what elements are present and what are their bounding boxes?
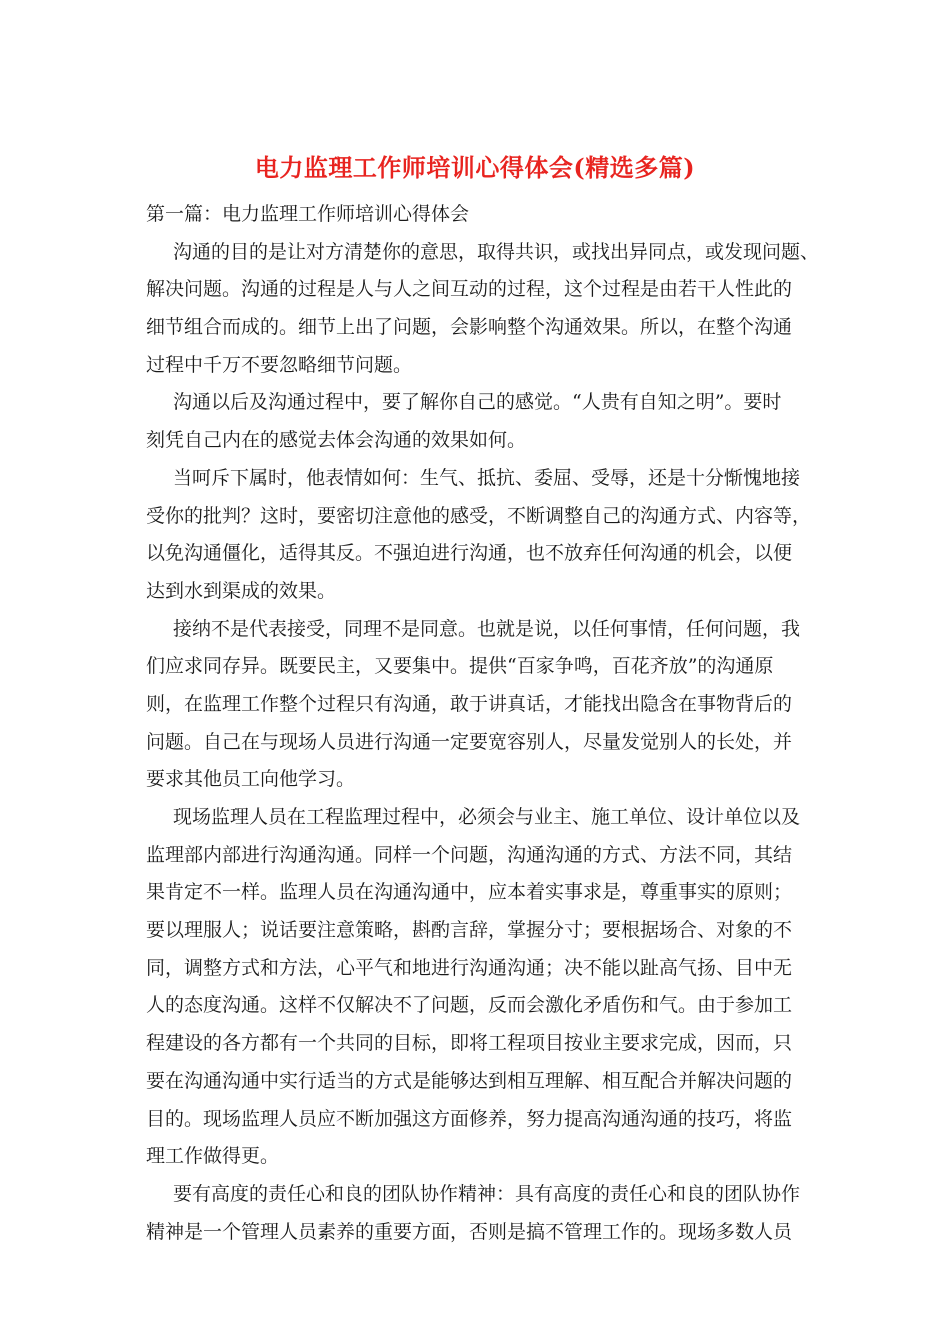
paragraph-5 xyxy=(146,799,816,1176)
paragraph-line: 同，调整方式和方法，心平气和地进行沟通沟通；决不能以趾高气扬、目中无 xyxy=(146,956,793,979)
paragraph-line: 理工作做得更。 xyxy=(146,1145,280,1168)
paragraph-line: 沟通以后及沟通过程中，要了解你自己的感觉。“人贵有自知之明”。要时 xyxy=(173,391,782,414)
paragraph-line: 以免沟通僵化，适得其反。不强迫进行沟通，也不放弃任何沟通的机会，以便 xyxy=(146,542,793,565)
paragraph-line: 接纳不是代表接受，同理不是同意。也就是说，以任何事情，任何问题，我 xyxy=(173,617,801,640)
paragraph-line: 要有高度的责任心和良的团队协作精神：具有高度的责任心和良的团队协作 xyxy=(173,1182,801,1205)
paragraph-2 xyxy=(146,384,816,459)
paragraph-3 xyxy=(146,460,816,611)
paragraph-line: 果肯定不一样。监理人员在沟通沟通中，应本着实事求是，尊重事实的原则； xyxy=(146,881,793,904)
paragraph-line: 问题。自己在与现场人员进行沟通一定要宽容别人，尽量发觉别人的长处，并 xyxy=(146,730,793,753)
paragraph-line: 要以理服人；说话要注意策略，斟酌言辞，掌握分寸；要根据场合、对象的不 xyxy=(146,919,793,942)
paragraph-line: 要求其他员工向他学习。 xyxy=(146,768,356,791)
paragraph-1 xyxy=(146,234,820,385)
paragraph-line: 过程中千万不要忽略细节问题。 xyxy=(146,353,413,376)
paragraph-line: 当呵斥下属时，他表情如何：生气、抵抗、委屈、受辱，还是十分惭愧地接 xyxy=(173,466,801,489)
paragraph-line: 目的。现场监理人员应不断加强这方面修养，努力提高沟通沟通的技巧，将监 xyxy=(146,1107,793,1130)
paragraph-line: 监理部内部进行沟通沟通。同样一个问题，沟通沟通的方式、方法不同，其结 xyxy=(146,843,793,866)
document-body xyxy=(146,196,820,1251)
paragraph-line: 则，在监理工作整个过程只有沟通，敢于讲真话，才能找出隐含在事物背后的 xyxy=(146,692,793,715)
paragraph-4 xyxy=(146,611,816,799)
paragraph-line: 受你的批判？这时，要密切注意他的感受，不断调整自己的沟通方式、内容等， xyxy=(146,504,812,527)
paragraph-line: 细节组合而成的。细节上出了问题，会影响整个沟通效果。所以，在整个沟通 xyxy=(146,316,793,339)
paragraph-6 xyxy=(146,1176,816,1251)
document-title: 电力监理工作师培训心得体会(精选多篇) xyxy=(254,153,696,182)
paragraph-line: 刻凭自己内在的感觉去体会沟通的效果如何。 xyxy=(146,429,527,452)
section-heading: 第一篇：电力监理工作师培训心得体会 xyxy=(146,203,470,225)
paragraph-line: 人的态度沟通。这样不仅解决不了问题，反而会激化矛盾伤和气。由于参加工 xyxy=(146,994,793,1017)
paragraph-line: 精神是一个管理人员素养的重要方面，否则是搞不管理工作的。现场多数人员 xyxy=(146,1220,793,1243)
paragraph-line: 现场监理人员在工程监理过程中，必须会与业主、施工单位、设计单位以及 xyxy=(173,806,801,828)
paragraph-line: 程建设的各方都有一个共同的目标，即将工程项目按业主要求完成，因而，只 xyxy=(146,1032,793,1055)
paragraph-line: 解决问题。沟通的过程是人与人之间互动的过程，这个过程是由若干人性此的 xyxy=(146,278,793,301)
paragraph-line: 达到水到渠成的效果。 xyxy=(146,579,337,602)
paragraph-line: 沟通的目的是让对方清楚你的意思，取得共识，或找出异同点，或发现问题、 xyxy=(173,240,820,263)
paragraph-line: 们应求同存异。既要民主，又要集中。提供“百家争鸣，百花齐放”的沟通原 xyxy=(146,655,774,678)
paragraph-line: 要在沟通沟通中实行适当的方式是能够达到相互理解、相互配合并解决问题的 xyxy=(146,1069,793,1092)
